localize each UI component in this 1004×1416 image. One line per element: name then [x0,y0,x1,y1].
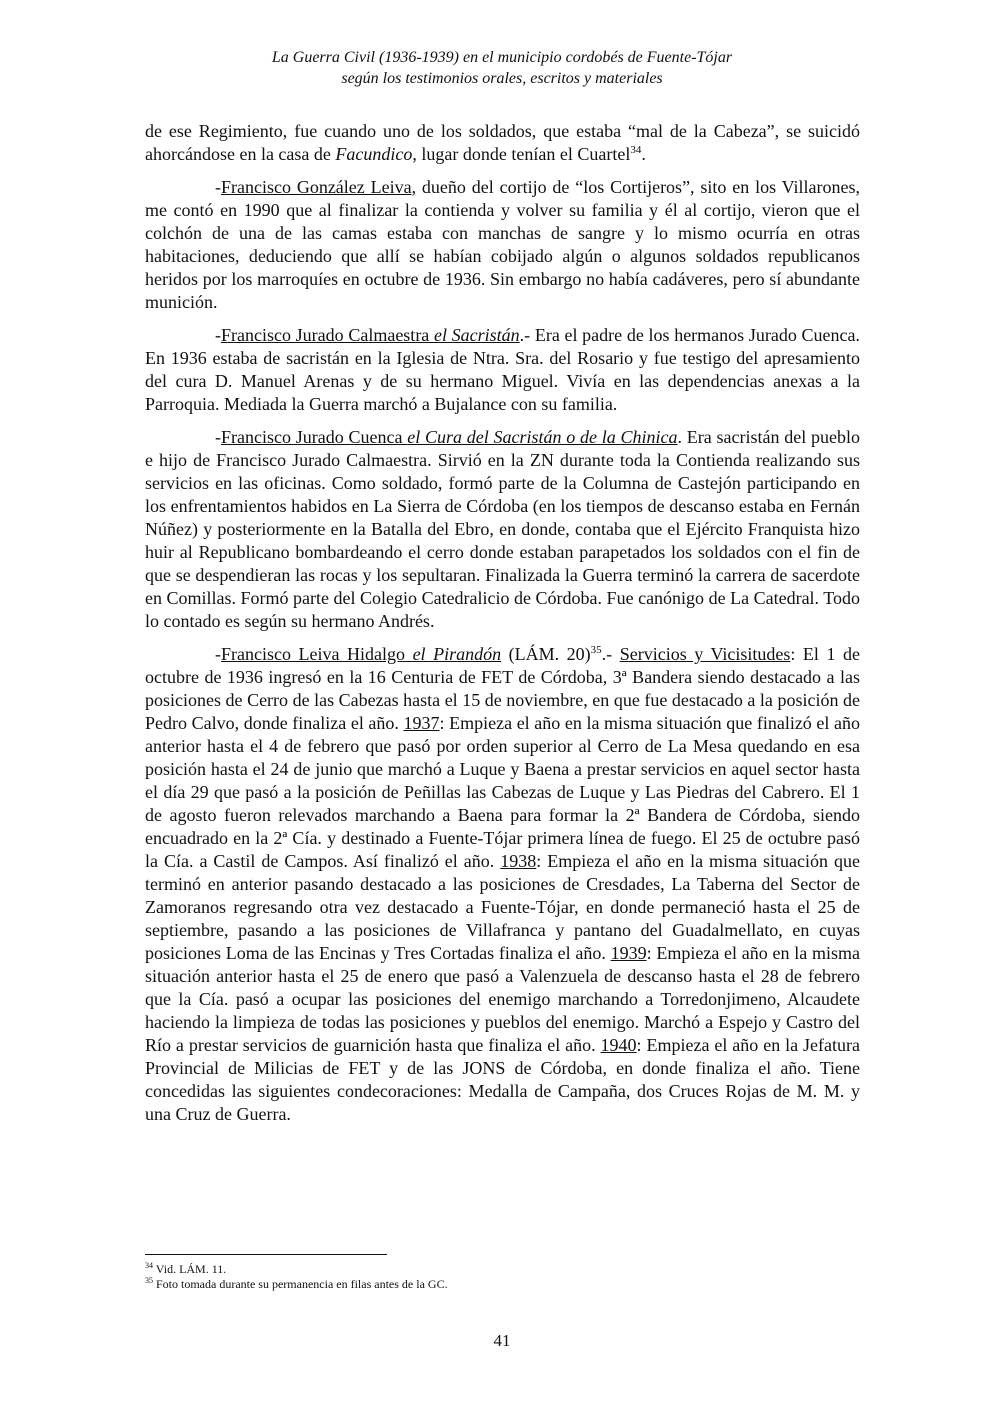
text-run: : Empieza el año en la misma situación que finalizó el año anterior hasta el 4 de febrero que pasó por orden superior al Cerro de La Mesa quedando en esa posición hasta el 24 de junio que marchó a Luque y Baena a prestar servicios en aquel sector hasta el día 29 que pasó a la posición de Peñillas las Cabezas de Luque y Las Piedras del Cabrero. El 1 de agosto fueron relevados marchando a Baena para formar la 2ª Bandera de Córdoba, siendo encuadrado en la 2ª Cía. y destinado a Fuente-Tójar primera línea de fuego. El 25 de octubre pasó la Cía. a Castil de Campos. Así finalizó el año. [145,713,860,871]
person-name [221,427,678,447]
paragraph-3 [145,324,860,416]
separator: .- [601,644,620,664]
year-heading: 1938 [500,851,537,871]
paragraph-5 [145,643,860,1126]
footnote-ref-35[interactable]: 35 [590,644,602,656]
person-name [221,644,501,664]
footnote-number: 35 [145,1276,153,1285]
text-run: de ese Regimiento, fue cuando uno de los soldados, que estaba “mal de la Cabeza”, se suicidó ahorcándose en la casa de [145,121,860,164]
plate-reference: (LÁM. 20) [501,644,591,664]
year-heading: 1940 [600,1035,637,1055]
year-heading: 1937 [403,713,440,733]
header-subtitle-line: según los testimonios orales, escritos y materiales [341,70,663,87]
nickname: el Pirandón [412,644,502,664]
text-run: : El 1 de octubre de 1936 ingresó en la 16 Centuria de FET de Córdoba, 3ª Bandera siendo destacado a las posiciones de Cerro de las Cabezas hasta el 15 de noviembre, en que fue destacado a la posición de Pedro Calvo, donde finaliza el año. [145,644,860,733]
text-run: . [641,144,646,164]
text-run: : Empieza el año en la Jefatura Provincial de Milicias de FET y de las JONS de Córdoba, en donde finaliza el año. Tiene concedidas las siguientes condecoraciones: Medalla de Campaña, dos Cruces Rojas de M. M. y una Cruz de Guerra. [145,1035,860,1124]
dash: - [215,325,221,345]
text-run: , lugar donde tenían el Cuartel [412,144,631,164]
dash: - [215,177,221,197]
footnote-number: 34 [145,1261,153,1270]
body-text [145,120,860,1136]
footnotes [145,1262,860,1292]
text-run: : Empieza el año en la misma situación que terminó en anterior pasando destacado a las posiciones de Cresdades, La Taberna del Sector de Zamoranos regresando otra vez destacado a Fuente-Tójar, en donde permaneció hasta el 25 de septiembre, pasando a las posiciones de Villafranca y pantano del Guadalmellato, en cuyas posiciones Loma de las Encinas y Tres Cortadas finaliza el año. [145,851,860,963]
paragraph-4 [145,426,860,633]
nickname: el Sacristán [433,325,520,345]
name-text: Francisco Jurado Calmaestra [221,325,434,345]
dash: - [215,427,221,447]
person-name: Francisco González Leiva [221,177,412,197]
dash: - [215,644,221,664]
text-run: .- Era el padre de los hermanos Jurado Cuenca. En 1936 estaba de sacristán en la Iglesia de Ntra. Sra. del Rosario y fue testigo del apresamiento del cura D. Manuel Arenas y de su hermano Miguel. Vivía en las dependencias anexas a la Parroquia. Mediada la Guerra marchó a Bujalance con su familia. [145,325,861,414]
nickname: el Cura del Sacristán o de la Chinica [407,427,678,447]
footnote-separator [145,1254,387,1255]
running-header [0,47,1004,89]
paragraph-2 [145,176,860,314]
header-title-line: La Guerra Civil (1936-1939) en el municipio cordobés de Fuente-Tójar [271,49,733,66]
footnote-ref-34[interactable]: 34 [630,144,642,156]
footnote [145,1277,860,1292]
text-run: , dueño del cortijo de “los Cortijeros”, sito en los Villarones, me contó en 1990 que al finalizar la contienda y volver su familia y él al cortijo, vieron que el colchón de una de las camas estaba con manchas de sangre y lo mismo ocurría en otras habitaciones, deduciendo que allí se habían cobijado algún o algunos soldados republicanos heridos por los marroquíes en octubre de 1936. Sin embargo no había cadáveres, pero sí abundante munición. [145,177,860,312]
footnote [145,1262,860,1277]
year-heading: 1939 [610,943,647,963]
footnote-text: Foto tomada durante su permanencia en filas antes de la GC. [153,1277,448,1291]
section-heading: Servicios y Vicisitudes [619,644,791,664]
footnote-text: Vid. LÁM. 11. [153,1262,227,1276]
name-text: Francisco Jurado Cuenca [221,427,408,447]
italic-name: Facundico [335,144,413,164]
text-run: : Empieza el año en la misma situación anterior hasta el 25 de enero que pasó a Valenzuela de descanso hasta el 28 de febrero que la Cía. pasó a ocupar las posiciones del enemigo marchando a Torredonjimeno, Alcaudete haciendo la limpieza de todas las posiciones y pueblos del enemigo. Marchó a Espejo y Castro del Río a prestar servicios de guarnición hasta que finaliza el año. [145,943,860,1055]
page-number: 41 [493,1331,511,1350]
paragraph-1 [145,120,860,166]
name-text: Francisco Leiva Hidalgo [221,644,413,664]
text-run: . Era sacristán del pueblo e hijo de Francisco Jurado Calmaestra. Sirvió en la ZN durante toda la Contienda realizando sus servicios en las oficinas. Como soldado, formó parte de la Columna de Castejón participando en los enfrentamientos habidos en La Sierra de Córdoba (en los tiempos de descanso estaba en Fernán Núñez) y posteriormente en la Batalla del Ebro, en donde, contaba que el Ejército Franquista hizo huir al Republicano bombardeando el cerro donde estaban parapetados los soldados con el fin de que se despendieran las rocas y los sepultaran. Finalizada la Guerra terminó la carrera de sacerdote en Comillas. Formó parte del Colegio Catedralicio de Córdoba. Fue canónigo de La Catedral. Todo lo contado es según su hermano Andrés. [145,427,860,631]
person-name [221,325,520,345]
